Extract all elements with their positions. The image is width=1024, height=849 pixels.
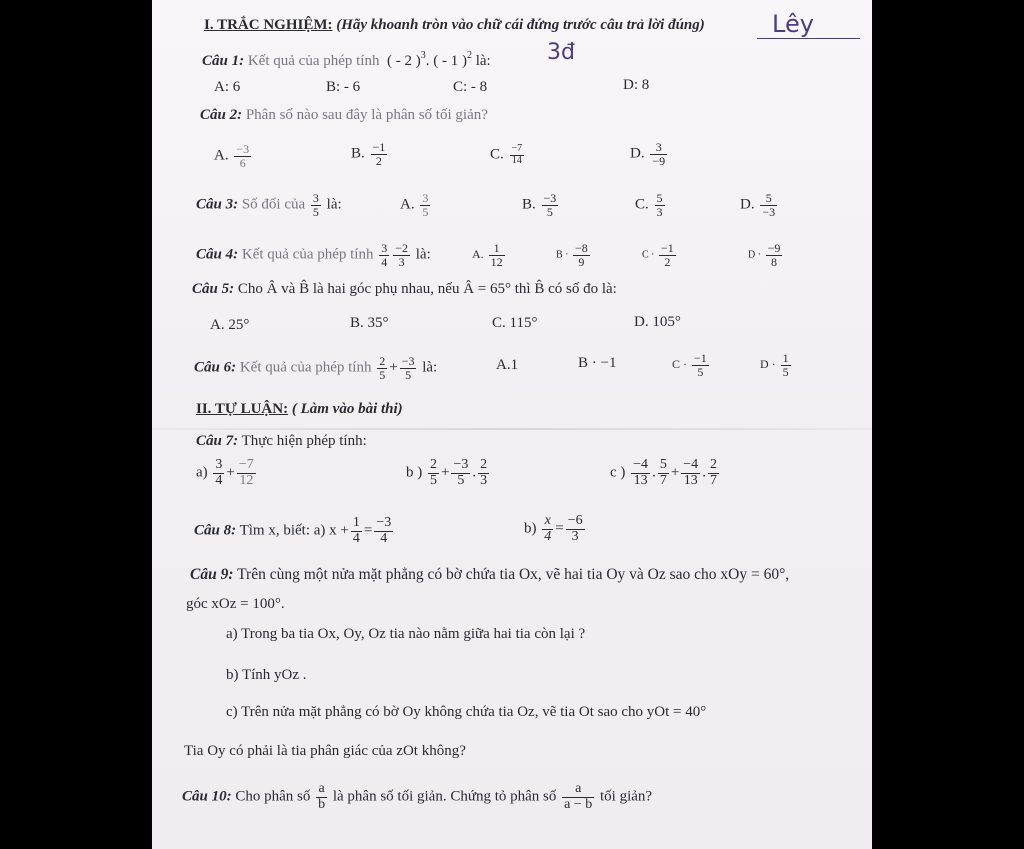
- q8-b-fraction-1: $\frac{x}{4}$: [544, 513, 552, 544]
- q7-c-op2: +: [670, 464, 680, 481]
- q6-option-b: B · −1: [578, 355, 617, 371]
- q5-option-b: B. 35°: [350, 315, 389, 331]
- q2-text: Phân số nào sau đây là phân số tối giản?: [245, 107, 488, 123]
- question-3: [196, 192, 342, 218]
- q7-a-fraction-2: $\frac{-7}{12}$: [238, 457, 254, 488]
- q8-b-tag: b): [524, 520, 537, 537]
- q4-option-d-fraction: $\frac{-9}{8}$: [767, 241, 781, 269]
- q1-expr-a: ( - 2 ): [386, 53, 421, 69]
- q9-part-c-question: Tia Oy có phải là tia phân giác của zOt không?: [184, 743, 466, 759]
- q3-text: Số đối của: [241, 196, 306, 213]
- q2-option-b-letter: B.: [351, 145, 365, 162]
- question-7: [196, 434, 367, 449]
- q7-a-tag: a): [196, 464, 208, 481]
- exam-paper: [152, 0, 872, 849]
- q4-fraction-1: $\frac{3}{4}$: [381, 241, 388, 269]
- q10-text2: là phân số tối giản. Chứng tỏ phân số: [332, 788, 557, 805]
- q8-label: Câu 8:: [194, 522, 237, 539]
- q3-tail: là:: [326, 196, 342, 213]
- q7-text: Thực hiện phép tính:: [241, 433, 367, 449]
- q3-option-d: [740, 192, 779, 218]
- q6-option-d: [760, 352, 793, 378]
- q2-option-a-letter: A.: [214, 147, 229, 164]
- q7-a-fraction-1: $\frac{3}{4}$: [215, 457, 223, 488]
- q5-text: Cho Â và B̂ là hai góc phụ nhau, nếu Â = 65° thì B̂ có số đo là:: [237, 281, 617, 297]
- q3-fraction: $\frac{3}{5}$: [312, 191, 319, 219]
- q4-option-c: [642, 242, 678, 268]
- q7-b-op2: .: [472, 464, 477, 481]
- q8-a-tag: a): [313, 522, 326, 539]
- q4-option-d-letter: D ·: [748, 249, 762, 261]
- q3-option-b-fraction: $\frac{-3}{5}$: [543, 191, 557, 219]
- q1-expr-b: . ( - 1 ): [425, 53, 467, 69]
- q6-option-c: [672, 352, 711, 378]
- q1-option-b: B: - 6: [326, 79, 361, 95]
- q9-line2: góc xOz = 100°.: [186, 596, 285, 612]
- q7-label: Câu 7:: [196, 433, 239, 449]
- q4-tail: là:: [415, 246, 431, 263]
- q1-tail: là:: [475, 53, 491, 69]
- q7-c-op3: .: [702, 464, 706, 481]
- q3-option-b-letter: B.: [522, 196, 536, 213]
- q8-a-eq: =: [363, 522, 373, 539]
- q1-option-d: D: 8: [623, 77, 650, 93]
- question-9: [190, 567, 789, 583]
- q7-b-op1: +: [441, 464, 450, 481]
- question-4: [196, 242, 431, 268]
- q1-label: Câu 1:: [202, 53, 245, 69]
- section2-header: [196, 402, 403, 417]
- q8-text: Tìm x, biết:: [239, 522, 310, 539]
- q4-option-b-fraction: $\frac{-8}{9}$: [575, 241, 588, 269]
- name-underline: [757, 38, 860, 39]
- q4-fraction-2: $\frac{-2}{3}$: [395, 241, 408, 269]
- q1-exp-a: 3: [420, 50, 426, 61]
- q9-part-c: c) Trên nửa mặt phẳng có bờ Oy không chứa tia Oz, vẽ tia Ot sao cho yOt = 40°: [226, 704, 707, 720]
- q2-option-d-fraction: $\frac{3}{-9}$: [652, 140, 666, 168]
- q7-c-fraction-3: $\frac{-4}{13}$: [683, 457, 699, 488]
- q10-fraction-1: $\frac{a}{b}$: [318, 781, 326, 812]
- q5-label: Câu 5:: [192, 281, 235, 297]
- q4-option-d: [748, 242, 784, 268]
- q10-fraction-2: $\frac{a}{a - b}$: [564, 781, 593, 812]
- handwritten-score: 3đ: [547, 40, 575, 65]
- q3-option-c: [635, 192, 667, 218]
- q3-label: Câu 3:: [196, 196, 239, 213]
- section2-title: II. TỰ LUẬN:: [196, 401, 289, 417]
- q2-option-b-fraction: $\frac{-1}{2}$: [372, 140, 386, 168]
- q3-option-a: [400, 192, 432, 218]
- q7-c-fraction-1: $\frac{-4}{13}$: [633, 457, 649, 488]
- q6-option-d-letter: D ·: [760, 356, 776, 371]
- q8-a-fraction-1: $\frac{1}{4}$: [352, 515, 360, 546]
- handwritten-name: Lêy: [772, 10, 814, 38]
- question-2: [200, 108, 488, 123]
- q2-option-d-letter: D.: [630, 145, 645, 162]
- section2-instruction: ( Làm vào bài thi): [291, 401, 403, 417]
- q2-option-a-fraction: $\frac{-3}{6}$: [236, 142, 250, 170]
- q7-b-fraction-3: $\frac{2}{3}$: [480, 457, 488, 488]
- q4-option-a-letter: A.: [472, 246, 484, 261]
- question-1: [202, 51, 491, 69]
- q10-text3: tối giản?: [599, 788, 653, 805]
- q3-option-a-letter: A.: [400, 196, 415, 213]
- q5-option-c: C. 115°: [492, 315, 538, 331]
- q7-b-tag: b ): [406, 464, 423, 481]
- q6-option-a: A.1: [496, 357, 519, 373]
- q4-label: Câu 4:: [196, 246, 239, 263]
- q7-part-c: [610, 458, 721, 488]
- paper-fold-crease: [152, 428, 872, 430]
- q8-part-b: [524, 514, 587, 544]
- q7-c-fraction-2: $\frac{5}{7}$: [659, 457, 667, 488]
- q7-c-fraction-4: $\frac{2}{7}$: [709, 457, 717, 488]
- q4-option-b-letter: B ·: [556, 249, 569, 261]
- q6-fraction-2: $\frac{-3}{5}$: [401, 354, 415, 382]
- q6-option-d-fraction: $\frac{1}{5}$: [782, 351, 789, 379]
- q4-option-c-letter: C ·: [642, 249, 655, 261]
- q6-option-c-fraction: $\frac{-1}{5}$: [694, 351, 707, 379]
- section1-instruction: (Hãy khoanh tròn vào chữ cái đứng trước câu trả lời đúng): [336, 17, 705, 33]
- q7-a-op: +: [226, 464, 235, 481]
- q3-option-d-letter: D.: [740, 196, 755, 213]
- q3-option-c-fraction: $\frac{5}{3}$: [656, 191, 663, 219]
- q9-line1: Trên cùng một nửa mặt phẳng có bờ chứa tia Ox, vẽ hai tia Oy và Oz sao cho xOy = 60°,: [237, 566, 790, 583]
- q2-label: Câu 2:: [200, 107, 243, 123]
- q2-option-c-fraction: $\frac{-7}{14}$: [511, 143, 523, 166]
- q1-exp-b: 2: [466, 50, 472, 61]
- q8-b-fraction-2: $\frac{-6}{3}$: [567, 513, 583, 544]
- q1-option-c: C: - 8: [453, 79, 488, 95]
- q4-text: Kết quả của phép tính: [241, 246, 374, 263]
- q8-a-fraction-2: $\frac{-3}{4}$: [376, 515, 392, 546]
- q5-option-a: A. 25°: [210, 317, 250, 333]
- q1-text: Kết quả của phép tính: [247, 53, 380, 69]
- question-8: [194, 516, 395, 546]
- q9-part-b: b) Tính yOz .: [226, 667, 307, 683]
- q7-c-op1: .: [652, 464, 656, 481]
- q2-option-d: [630, 141, 669, 167]
- q7-b-fraction-1: $\frac{2}{5}$: [430, 457, 437, 488]
- q7-b-fraction-2: $\frac{-3}{5}$: [453, 457, 469, 488]
- q7-part-a: [196, 458, 258, 488]
- q2-option-b: [351, 141, 389, 167]
- q8-a-left: x +: [329, 522, 349, 539]
- q9-part-a: a) Trong ba tia Ox, Oy, Oz tia nào nằm giữa hai tia còn lại ?: [226, 626, 586, 642]
- q1-option-a: A: 6: [214, 79, 241, 95]
- q2-option-c-letter: C.: [490, 146, 504, 163]
- question-10: [182, 782, 652, 812]
- question-5: [192, 282, 617, 297]
- question-6: Câu 6: Kết quả của phép tính $\frac{2}{5}$ + $\frac{-3}{5}$ là:: [194, 354, 438, 382]
- q7-part-b: [406, 458, 491, 488]
- q6-tail: là:: [422, 359, 438, 376]
- q6-label: Câu 6:: [194, 359, 237, 376]
- section1-header: [204, 18, 705, 33]
- q4-option-c-fraction: $\frac{-1}{2}$: [661, 241, 674, 269]
- section1-title: I. TRẮC NGHIỆM:: [204, 17, 333, 33]
- q6-fraction-1: $\frac{2}{5}$: [379, 354, 386, 382]
- q3-option-a-fraction: $\frac{3}{5}$: [422, 191, 429, 219]
- q6-option-c-letter: C ·: [672, 356, 687, 371]
- q3-option-b: [522, 192, 560, 218]
- q4-option-a: [472, 242, 507, 268]
- q2-option-a: [214, 143, 253, 169]
- q9-label: Câu 9:: [190, 566, 234, 583]
- q3-option-c-letter: C.: [635, 196, 649, 213]
- q6-text: Kết quả của phép tính: [239, 359, 372, 376]
- q10-text1: Cho phân số: [235, 788, 311, 805]
- q10-label: Câu 10:: [182, 788, 232, 805]
- q5-option-d: D. 105°: [634, 314, 681, 330]
- q2-option-c: [490, 144, 526, 166]
- q4-option-a-fraction: $\frac{1}{12}$: [490, 241, 503, 269]
- q4-option-b: [556, 242, 592, 268]
- q3-option-d-fraction: $\frac{5}{-3}$: [762, 191, 776, 219]
- q8-b-eq: =: [555, 520, 564, 537]
- q7-c-tag: c ): [610, 464, 626, 481]
